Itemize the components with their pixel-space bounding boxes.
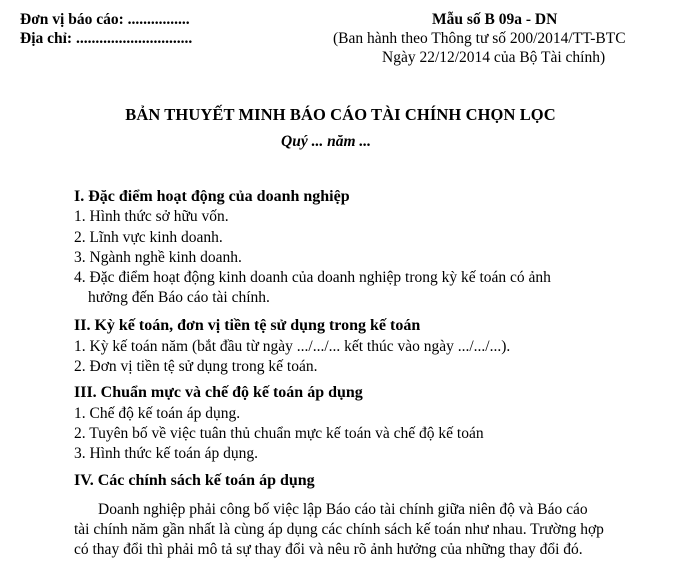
- section-1-item-4-continued: hưởng đến Báo cáo tài chính.: [88, 289, 270, 306]
- section-4-paragraph-line-1: Doanh nghiệp phải công bố việc lập Báo cáo tài chính giữa niên độ và Báo cáo: [98, 501, 588, 518]
- section-1-item-3: 3. Ngành nghề kinh doanh.: [74, 249, 242, 266]
- form-number: Mẫu số B 09a - DN: [432, 11, 558, 28]
- section-heading-4: IV. Các chính sách kế toán áp dụng: [74, 472, 315, 489]
- reporting-unit-label: Đơn vị báo cáo: ................: [20, 11, 190, 28]
- section-1-item-1: 1. Hình thức sở hữu vốn.: [74, 208, 229, 225]
- section-1-item-4: 4. Đặc điểm hoạt động kinh doanh của doanh nghiệp trong kỳ kế toán có ảnh: [74, 269, 551, 286]
- address-label: Địa chỉ: ..............................: [20, 30, 193, 47]
- section-3-item-1: 1. Chế độ kế toán áp dụng.: [74, 405, 241, 422]
- section-3-item-3: 3. Hình thức kế toán áp dụng.: [74, 445, 259, 462]
- document-title: BẢN THUYẾT MINH BÁO CÁO TÀI CHÍNH CHỌN LỌC: [125, 105, 556, 124]
- section-heading-1: I. Đặc điểm hoạt động của doanh nghiệp: [74, 188, 350, 205]
- section-2-item-1: 1. Kỳ kế toán năm (bắt đầu từ ngày .../.../... kết thúc vào ngày .../.../...).: [74, 338, 511, 355]
- section-2-item-2: 2. Đơn vị tiền tệ sử dụng trong kế toán.: [74, 358, 318, 375]
- section-3-item-2: 2. Tuyên bố về việc tuân thủ chuẩn mực kế toán và chế độ kế toán: [74, 425, 484, 442]
- section-4-paragraph-line-2: tài chính năm gần nhất là cùng áp dụng các chính sách kế toán như nhau. Trường hợp: [74, 521, 604, 538]
- issued-by-line-2: Ngày 22/12/2014 của Bộ Tài chính): [382, 49, 606, 66]
- section-1-item-2: 2. Lĩnh vực kinh doanh.: [74, 229, 223, 246]
- issued-by-line-1: (Ban hành theo Thông tư số 200/2014/TT-BTC: [333, 30, 626, 47]
- section-4-paragraph-line-3: có thay đổi thì phải mô tả sự thay đổi và nêu rõ ảnh hưởng của những thay đổi đó.: [74, 541, 583, 558]
- section-heading-2: II. Kỳ kế toán, đơn vị tiền tệ sử dụng trong kế toán: [74, 317, 421, 334]
- section-heading-3: III. Chuẩn mực và chế độ kế toán áp dụng: [74, 384, 363, 401]
- document-subtitle: Quý ... năm ...: [281, 133, 371, 150]
